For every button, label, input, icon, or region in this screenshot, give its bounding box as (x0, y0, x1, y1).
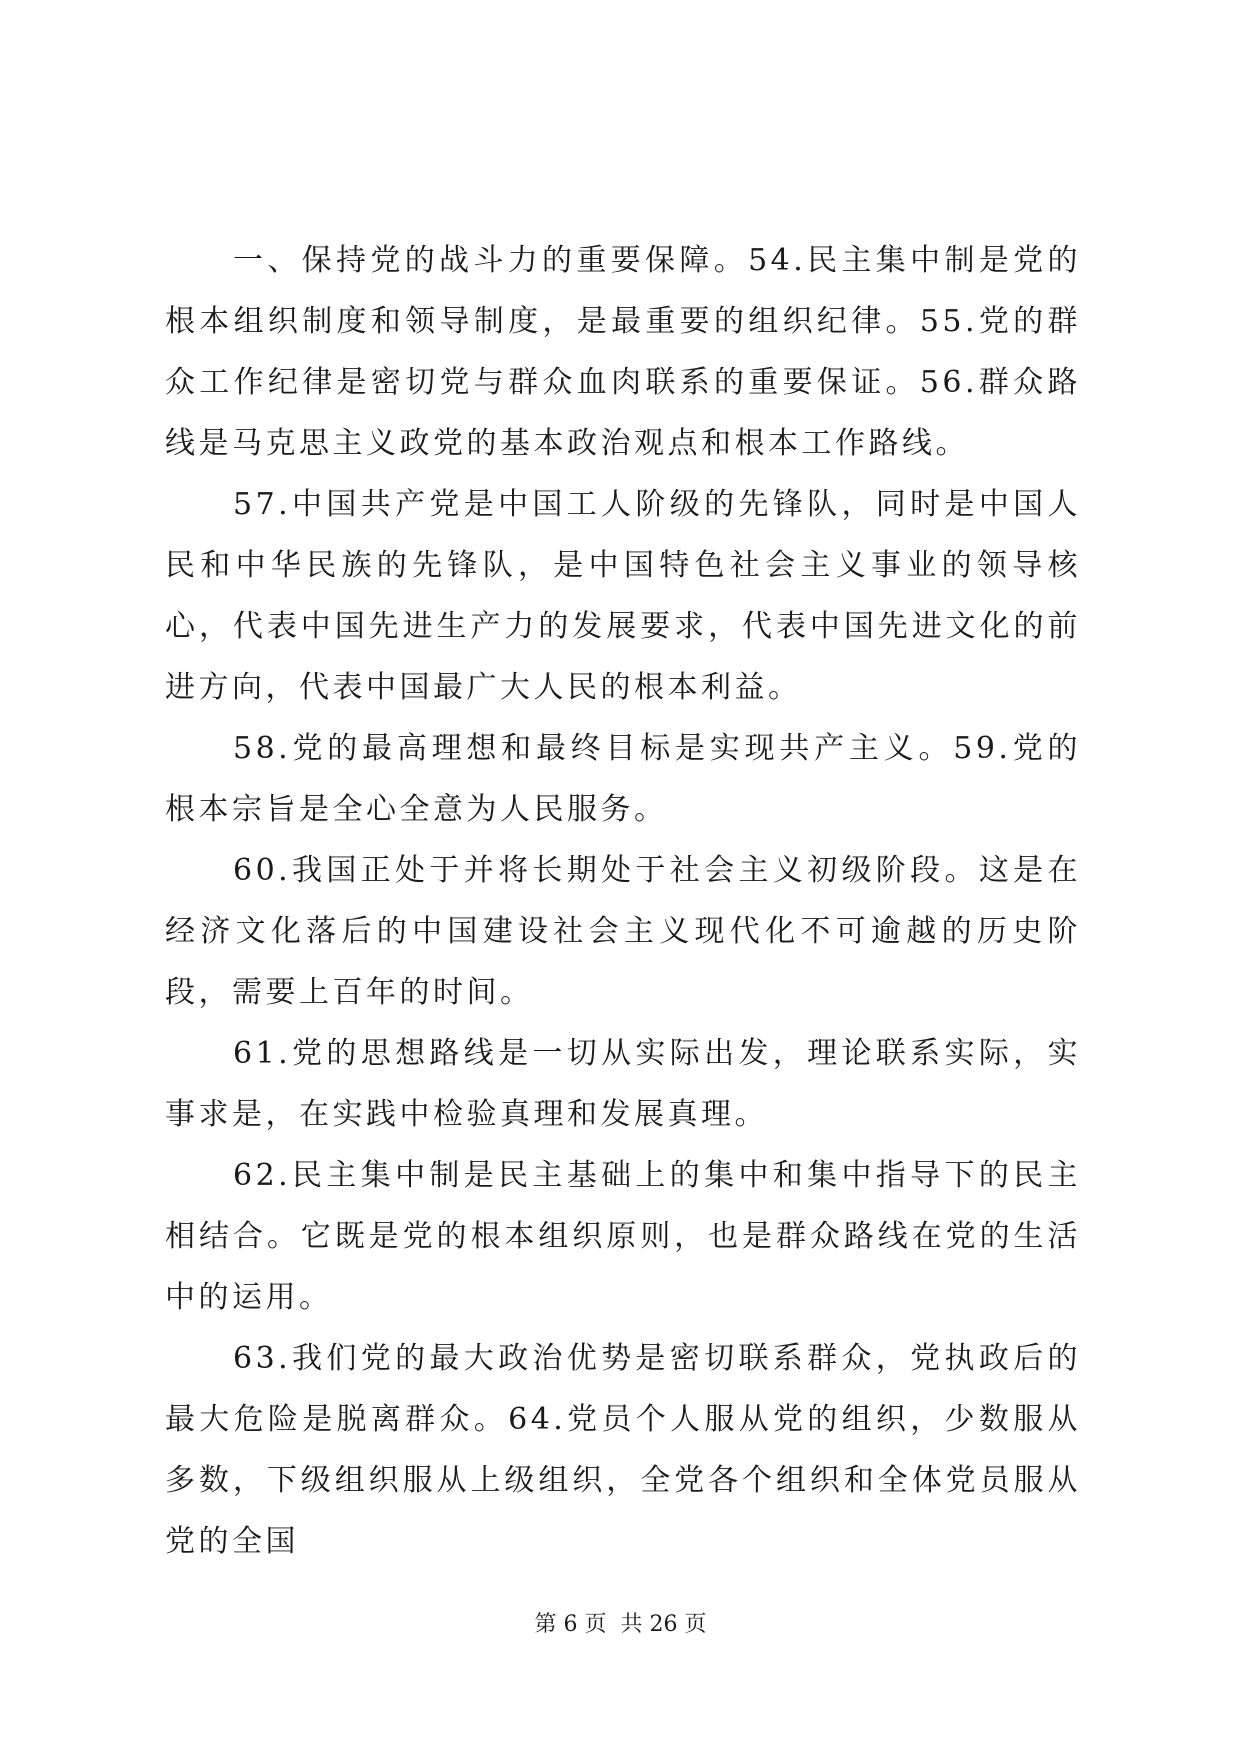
document-body (165, 230, 1081, 1572)
paragraph: 58.党的最高理想和最终目标是实现共产主义。59.党的根本宗旨是全心全意为人民服务。 (165, 731, 1081, 827)
paragraph: 63.我们党的最大政治优势是密切联系群众，党执政后的最大危险是脱离群众。64.党员个人服从党的组织，少数服从多数，下级组织服从上级组织，全党各个组织和全体党员服从党的全国 (165, 1341, 1081, 1559)
paragraph: 60.我国正处于并将长期处于社会主义初级阶段。这是在经济文化落后的中国建设社会主义现代化不可逾越的历史阶段，需要上百年的时间。 (165, 853, 1081, 1010)
page-number-footer: 第 6 页 共 26 页 (534, 1612, 707, 1637)
paragraph: 61.党的思想路线是一切从实际出发，理论联系实际，实事求是，在实践中检验真理和发展真理。 (165, 1036, 1081, 1132)
paragraph: 57.中国共产党是中国工人阶级的先锋队，同时是中国人民和中华民族的先锋队，是中国特色社会主义事业的领导核心，代表中国先进生产力的发展要求，代表中国先进文化的前进方向，代表中国最广大人民的根本利益。 (165, 487, 1081, 705)
paragraph: 一、保持党的战斗力的重要保障。54.民主集中制是党的根本组织制度和领导制度，是最重要的组织纪律。55.党的群众工作纪律是密切党与群众血肉联系的重要保证。56.群众路线是马克思主义政党的基本政治观点和根本工作路线。 (165, 243, 1081, 461)
paragraph: 62.民主集中制是民主基础上的集中和集中指导下的民主相结合。它既是党的根本组织原则，也是群众路线在党的生活中的运用。 (165, 1158, 1081, 1315)
